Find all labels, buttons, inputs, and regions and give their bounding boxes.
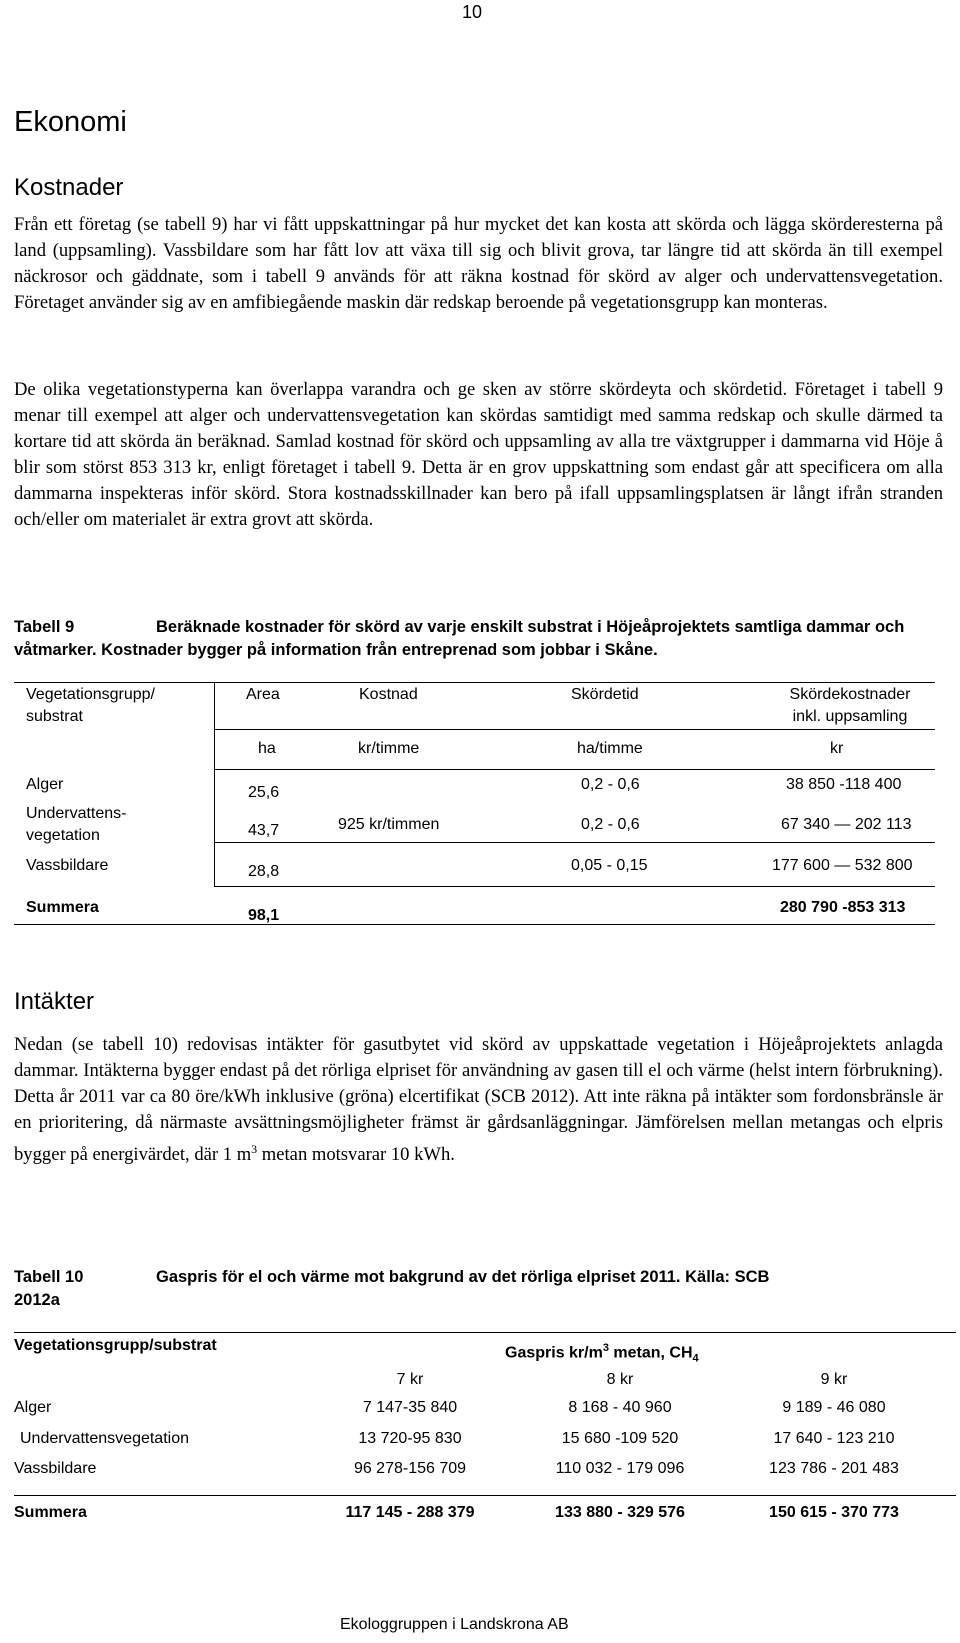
table10-caption: Gaspris för el och värme mot bakgrund av det rörliga elpriset 2011. Källa: SCB [156,1268,770,1286]
t10-row-undervattens-7kr: 13 720-95 830 [358,1430,462,1447]
t10-total-label: Summera [14,1504,87,1521]
t10-total-7kr: 117 145 - 288 379 [345,1504,475,1521]
table9-caption [14,616,949,662]
t9-row-alger-kostnad: 38 850 -118 400 [786,776,902,793]
t9-row-alger-skordetid: 0,2 - 0,6 [581,776,640,793]
paragraph-kostnader-1: Från ett företag (se tabell 9) har vi fått uppskattningar på hur mycket det kan kosta att skörda och lägga skörderesterna på land (uppsamling). Vassbildare som har fått lov att växa till sig och blivit grova, tar längre tid att skörda än till exempel näckrosor och gäddnate, som i tabell 9 används för att räkna kostnad för skörd av alger och undervattensvegetation. Företaget använder sig av en amfibiegående maskin där redskap beroende på vegetationsgrupp kan monteras. [14,214,943,313]
paragraph-intakter-main: Nedan (se tabell 10) redovisas intäkter för gasutbytet vid skörd av uppskattade vegetation i Höjeåprojektets anlagda dammar. Intäkterna bygger endast på det rörliga elpriset för användning av gasen till el och värme (helst intern förbrukning). Detta år 2011 var ca 80 öre/kWh inklusive (gröna) elcertifikat (SCB 2012). Att inte räkna på intäkter som fordonsbränsle är en prioritering, då närmaste avsättningsmöjligheter främst är gårdsanläggningar. Jämförelsen mellan metangas och elpris bygger på energivärdet, där 1 m [14,1034,943,1166]
table10-label [14,1266,124,1312]
t10-header-gaspris-sup: 3 [602,1342,609,1354]
t9-header-group-line2: substrat [26,708,83,725]
t10-row-alger-9kr: 9 189 - 46 080 [782,1399,886,1416]
t10-header-gaspris [505,1337,699,1370]
t9-header-skordekost-line1: Skördekostnader [789,686,911,703]
paragraph-intakter [14,1032,943,1168]
t9-row-vass-skordetid: 0,05 - 0,15 [571,857,648,874]
t9-row-undervattens-group-line2: vegetation [26,827,100,844]
t9-header-skordekost-line2: inkl. uppsamling [792,708,908,725]
t10-header-7kr: 7 kr [396,1371,424,1388]
t9-total-area: 98,1 [248,907,280,924]
t9-header-skordetid: Skördetid [571,686,639,703]
t9-unit-skordekost: kr [830,740,844,757]
t9-header-area: Area [246,686,280,703]
t9-total-kostnad: 280 790 -853 313 [780,899,906,916]
t9-unit-area: ha [258,740,276,757]
page-heading: Ekonomi [14,106,127,138]
section-heading-kostnader: Kostnader [14,174,124,201]
paragraph-kostnader-2: De olika vegetationstyperna kan överlappa varandra och ge sken av större skördeyta och skördetid. Företaget i tabell 9 menar till exempel att alger och undervattensvegetation kan skördas samtidigt med samma redskap och skulle därmed ta kortare tid att skörda än beräknad. Samlad kostnad för skörd och uppsamling av alla tre växtgrupper i dammarna vid Höje å blir som störst 853 313 kr, enligt företaget i tabell 9. Detta är en grov uppskattning som endast går att specificera om alla dammarna inspekteras inför skörd. Stora kostnadsskillnader kan bero på ifall uppsamlingsplatsen är långt ifrån stranden och/eller om materialet är extra grovt att skörda. [14,379,943,530]
t10-row-undervattens-9kr: 17 640 - 123 210 [773,1430,895,1447]
t10-header-gaspris-sub: 4 [692,1352,699,1365]
t10-header-gaspris-b: metan, CH [608,1344,693,1362]
t10-row-undervattens-8kr: 15 680 -109 520 [561,1430,679,1447]
table10-label-line2: 2012a [14,1291,60,1309]
t9-row-vass-group: Vassbildare [26,857,109,874]
t9-row-alger-group: Alger [26,776,64,793]
t10-header-gaspris-a: Gaspris kr/m [505,1344,603,1362]
table9-label: Tabell 9 [14,618,75,636]
t10-row-vass-group: Vassbildare [14,1460,97,1477]
t9-row-undervattens-group [26,803,127,847]
t10-row-alger-group: Alger [14,1399,52,1416]
t9-row-undervattens-group-line1: Undervattens- [26,805,127,822]
paragraph-intakter-end: metan motsvarar 10 kWh. [257,1144,455,1166]
t9-row-vass-area: 28,8 [248,863,280,880]
t9-header-kostnad: Kostnad [359,686,418,703]
t9-row-undervattens-skordetid: 0,2 - 0,6 [581,816,640,833]
t9-kostnad-shared: 925 kr/timmen [338,816,440,833]
t9-row-undervattens-area: 43,7 [248,822,280,839]
t9-unit-skordetid: ha/timme [577,740,643,757]
table10-label-line1: Tabell 10 [14,1268,84,1286]
paragraph-intakter-sup: 3 [251,1142,258,1156]
t10-header-group: Vegetationsgrupp/substrat [14,1337,217,1354]
t9-row-alger-area: 25,6 [248,784,280,801]
t9-row-undervattens-kostnad: 67 340 — 202 113 [781,816,912,833]
t10-header-9kr: 9 kr [820,1371,848,1388]
page-footer: Ekologgruppen i Landskrona AB [340,1616,569,1633]
t10-row-vass-7kr: 96 278-156 709 [353,1460,467,1477]
table9-caption-text: Beräknade kostnader för skörd av varje enskilt substrat i Höjeåprojektets samtliga dammar och våtmarker. Kostnader bygger på information från entreprenad som jobbar i Skåne. [14,618,905,659]
t10-total-8kr: 133 880 - 329 576 [555,1504,685,1521]
t9-row-vass-kostnad: 177 600 — 532 800 [772,857,913,874]
t10-row-alger-8kr: 8 168 - 40 960 [568,1399,672,1416]
t10-row-vass-8kr: 110 032 - 179 096 [555,1460,685,1477]
section-heading-intakter: Intäkter [14,988,95,1015]
t10-row-undervattens-group: Undervattensvegetation [20,1430,189,1447]
t9-unit-kostnad: kr/timme [358,740,420,757]
t10-header-8kr: 8 kr [606,1371,634,1388]
t10-row-alger-7kr: 7 147-35 840 [362,1399,458,1416]
t10-total-9kr: 150 615 - 370 773 [769,1504,899,1521]
t10-row-vass-9kr: 123 786 - 201 483 [769,1460,899,1477]
t9-header-skordekost [760,684,940,728]
t9-header-group [26,684,155,728]
t9-header-group-line1: Vegetationsgrupp/ [26,686,155,703]
page-number: 10 [462,2,483,22]
t9-total-label: Summera [26,899,99,916]
